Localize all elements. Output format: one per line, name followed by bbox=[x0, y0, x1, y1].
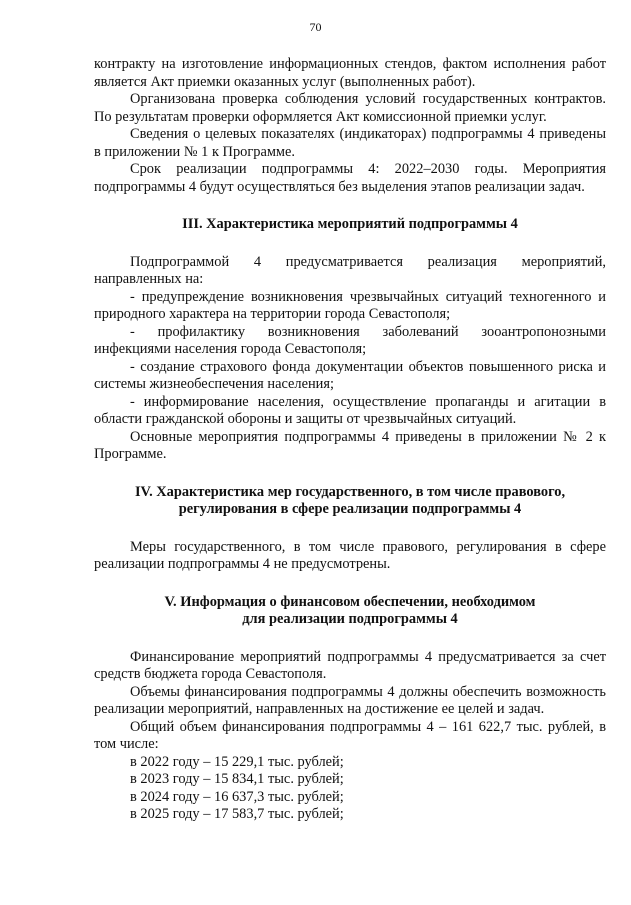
section-4-text: Меры государственного, в том числе правового, регулирования в сфере реализации подпрограммы 4 не предусмотрены. bbox=[94, 538, 606, 572]
funding-year-item: в 2023 году – 15 834,1 тыс. рублей; bbox=[130, 771, 344, 787]
section-5-funding-volume: Объемы финансирования подпрограммы 4 должны обеспечить возможность реализации мероприятий, направленных на достижение ее целей и задач. bbox=[94, 683, 606, 717]
section-5-heading-line-2: для реализации подпрограммы 4 bbox=[242, 611, 458, 627]
document-body bbox=[94, 56, 606, 824]
list-item: - профилактику возникновения заболеваний зооантропонозными инфекциями населения города Севастополя; bbox=[94, 323, 606, 357]
section-3-heading: III. Характеристика мероприятий подпрограммы 4 bbox=[182, 216, 518, 232]
paragraph-inspection: Организована проверка соблюдения условий государственных контрактов. По результатам проверки оформляется Акт комиссионной приемки услуг. bbox=[94, 91, 606, 125]
section-3-closing: Основные мероприятия подпрограммы 4 приведены в приложении № 2 к Программе. bbox=[94, 428, 606, 462]
funding-year-item: в 2024 году – 16 637,3 тыс. рублей; bbox=[130, 788, 344, 805]
funding-year-item: в 2025 году – 17 583,7 тыс. рублей; bbox=[130, 806, 344, 822]
page-number: 70 bbox=[309, 20, 322, 34]
list-item: - предупреждение возникновения чрезвычайных ситуаций техногенного и природного характера на территории города Севастополя; bbox=[94, 288, 606, 322]
section-3-intro: Подпрограммой 4 предусматривается реализация мероприятий, направленных на: bbox=[94, 253, 606, 287]
paragraph-contract: контракту на изготовление информационных стендов, фактом исполнения работ является Акт приемки оказанных услуг (выполненных работ). bbox=[94, 56, 606, 90]
paragraph-term: Срок реализации подпрограммы 4: 2022–2030 годы. Мероприятия подпрограммы 4 будут осуществляться без выделения этапов реализации задач. bbox=[94, 161, 606, 195]
list-item: - информирование населения, осуществление пропаганды и агитации в области гражданской обороны и защиты от чрезвычайных ситуаций. bbox=[94, 393, 606, 427]
funding-year-item: в 2022 году – 15 229,1 тыс. рублей; bbox=[130, 753, 344, 770]
section-5-funding-source: Финансирование мероприятий подпрограммы 4 предусматривается за счет средств бюджета города Севастополя. bbox=[94, 648, 606, 682]
section-4-heading-line-2: регулирования в сфере реализации подпрограммы 4 bbox=[178, 501, 522, 517]
section-5-funding-total: Общий объем финансирования подпрограммы 4 – 161 622,7 тыс. рублей, в том числе: bbox=[94, 718, 606, 752]
paragraph-indicators: Сведения о целевых показателях (индикаторах) подпрограммы 4 приведены в приложении № 1 к Программе. bbox=[94, 126, 606, 160]
list-item: - создание страхового фонда документации объектов повышенного риска и системы жизнеобеспечения населения; bbox=[94, 358, 606, 392]
section-4-heading-line-1: IV. Характеристика мер государственного, в том числе правового, bbox=[134, 483, 566, 500]
section-5-heading-line-1: V. Информация о финансовом обеспечении, необходимом bbox=[164, 593, 536, 610]
